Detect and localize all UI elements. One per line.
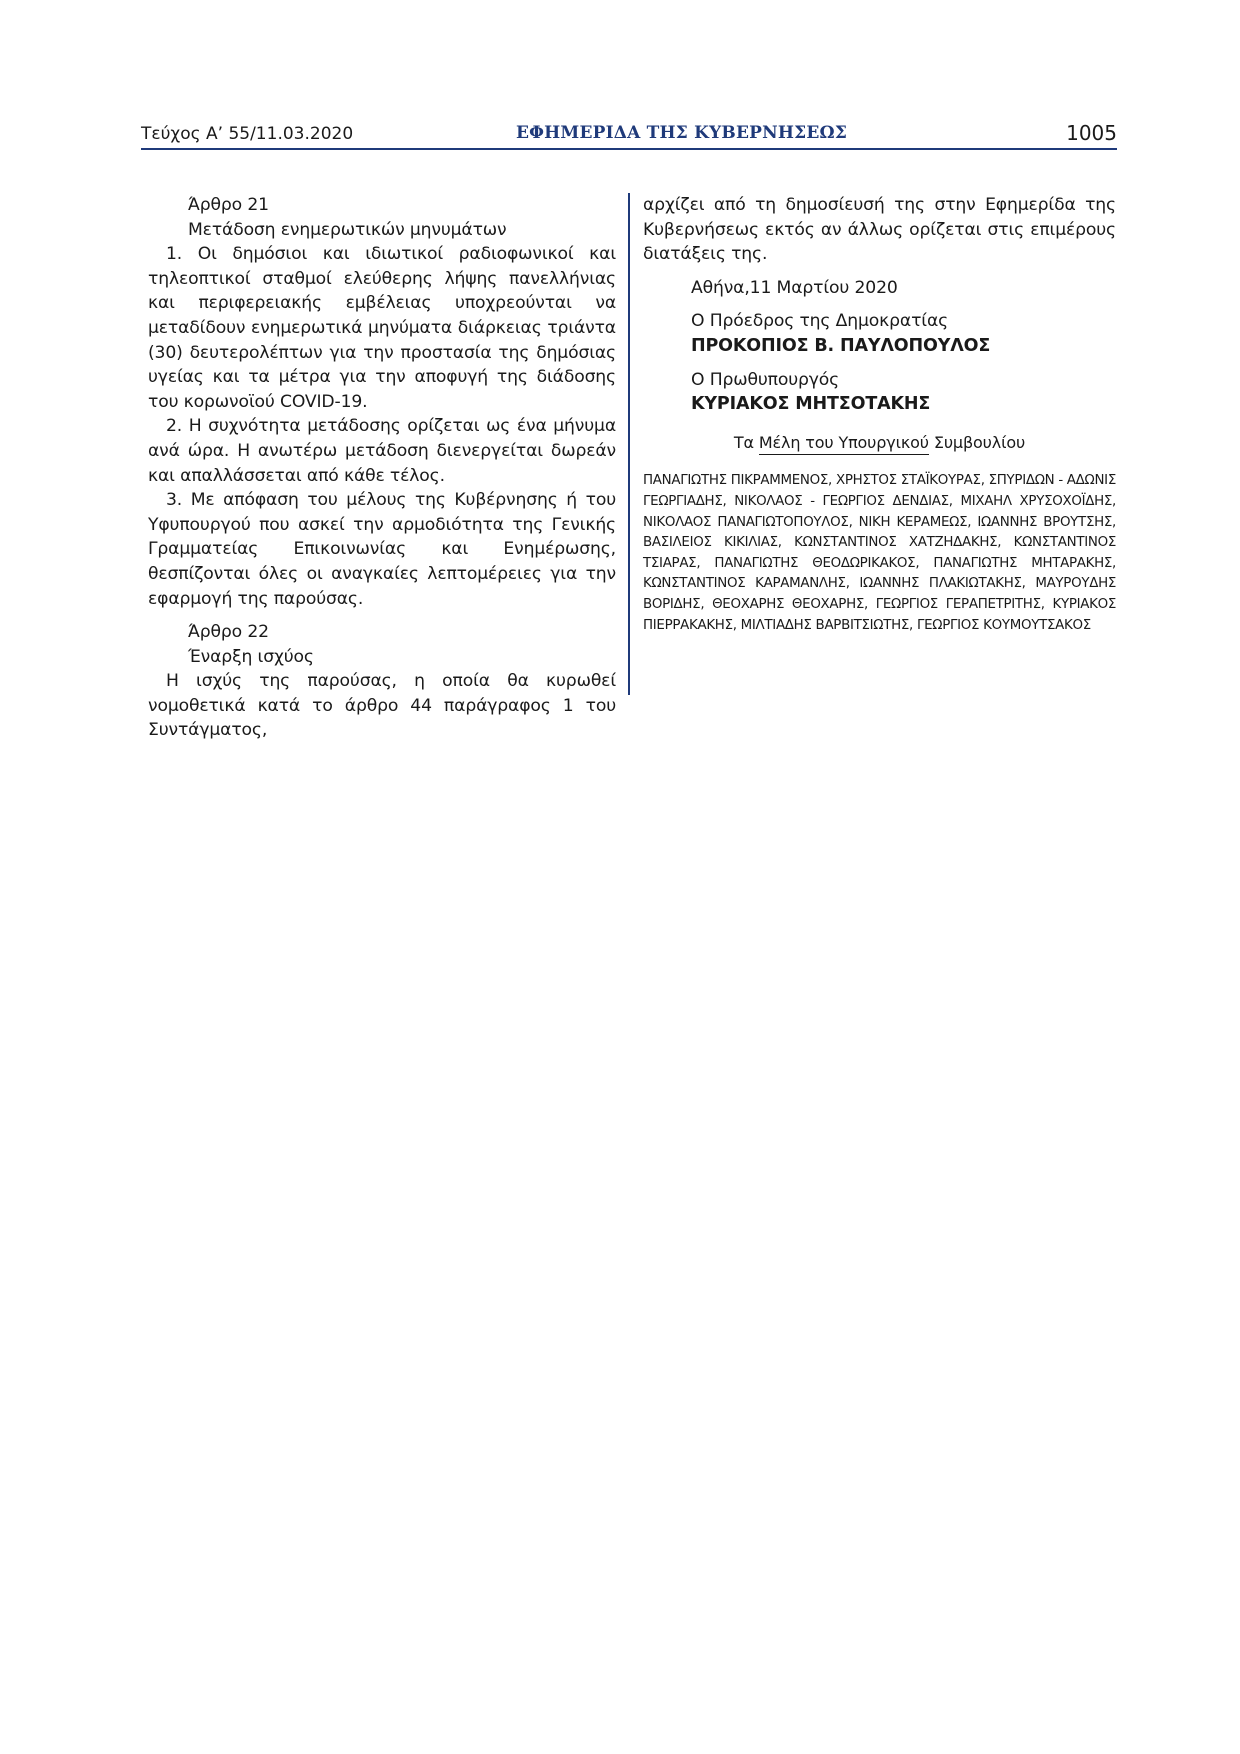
article-22-number: Άρθρο 22	[188, 622, 269, 643]
article-22-paragraph-continuation: αρχίζει από τη δημοσίευσή της στην Εφημερίδα της Κυβερνήσεως εκτός αν άλλως ορίζεται στις επιμέρους διατάξεις της.	[643, 195, 1116, 265]
page-number: 1005	[1066, 121, 1117, 145]
right-column	[643, 193, 1116, 636]
gazette-title: ΕΦΗΜΕΡΙΔΑ ΤΗΣ ΚΥΒΕΡΝΗΣΕΩΣ	[516, 123, 848, 143]
article-22-paragraph: Η ισχύς της παρούσας, η οποία θα κυρωθεί νομοθετικά κατά το άρθρο 44 παράγραφος 1 του Συντάγματος,	[148, 671, 616, 741]
cabinet-heading-prefix: Τα	[733, 432, 759, 452]
prime-minister-name: ΚΥΡΙΑΚΟΣ ΜΗΤΣΟΤΑΚΗΣ	[691, 394, 931, 415]
cabinet-members-list: ΠΑΝΑΓΙΩΤΗΣ ΠΙΚΡΑΜΜΕΝΟΣ, ΧΡΗΣΤΟΣ ΣΤΑΪΚΟΥΡΑΣ, ΣΠΥΡΙΔΩΝ - ΑΔΩΝΙΣ ΓΕΩΡΓΙΑΔΗΣ, ΝΙΚΟΛΑΟΣ - ΓΕΩΡΓΙΟΣ ΔΕΝΔΙΑΣ, ΜΙΧΑΗΛ ΧΡΥΣΟΧΟΪΔΗΣ, ΝΙΚΟΛΑΟΣ ΠΑΝΑΓΙΩΤΟΠΟΥΛΟΣ, ΝΙΚΗ ΚΕΡΑΜΕΩΣ, ΙΩΑΝΝΗΣ ΒΡΟΥΤΣΗΣ, ΒΑΣΙΛΕΙΟΣ ΚΙΚΙΛΙΑΣ, ΚΩΝΣΤΑΝΤΙΝΟΣ ΧΑΤΖΗΔΑΚΗΣ, ΚΩΝΣΤΑΝΤΙΝΟΣ ΤΣΙΑΡΑΣ, ΠΑΝΑΓΙΩΤΗΣ ΘΕΟΔΩΡΙΚΑΚΟΣ, ΠΑΝΑΓΙΩΤΗΣ ΜΗΤΑΡΑΚΗΣ, ΚΩΝΣΤΑΝΤΙΝΟΣ ΚΑΡΑΜΑΝΛΗΣ, ΙΩΑΝΝΗΣ ΠΛΑΚΙΩΤΑΚΗΣ, ΜΑΥΡΟΥΔΗΣ ΒΟΡΙΔΗΣ, ΘΕΟΧΑΡΗΣ ΘΕΟΧΑΡΗΣ, ΓΕΩΡΓΙΟΣ ΓΕΡΑΠΕΤΡΙΤΗΣ, ΚΥΡΙΑΚΟΣ ΠΙΕΡΡΑΚΑΚΗΣ, ΜΙΛΤΙΑΔΗΣ ΒΑΡΒΙΤΣΙΩΤΗΣ, ΓΕΩΡΓΙΟΣ ΚΟΥΜΟΥΤΣΑΚΟΣ	[643, 473, 1116, 633]
article-21-paragraph-3: 3. Με απόφαση του μέλους της Κυβέρνησης ή του Υφυπουργού που ασκεί την αρμοδιότητα της Γενικής Γραμματείας Επικοινωνίας και Ενημέρωσης, θεσπίζονται όλες οι αναγκαίες λεπτομέρειες για την εφαρμογή της παρούσας.	[148, 490, 616, 609]
prime-minister-role: Ο Πρωθυπουργός	[691, 369, 840, 390]
spacer	[148, 611, 616, 620]
cabinet-heading-underlined: Μέλη του Υπουργικού	[759, 433, 929, 455]
article-21-number: Άρθρο 21	[188, 195, 269, 215]
president-role: Ο Πρόεδρος της Δημοκρατίας	[691, 311, 949, 332]
spacer	[643, 455, 1116, 471]
cabinet-heading-suffix: Συμβουλίου	[928, 432, 1026, 452]
article-21-paragraph-1: 1. Οι δημόσιοι και ιδιωτικοί ραδιοφωνικοί και τηλεοπτικοί σταθμοί ελεύθερης λήψης πανελλήνιας και περιφερειακής εμβέλειας υποχρεούνται να μεταδίδουν ενημερωτικά μηνύματα διάρκειας τριάντα (30) δευτερολέπτων για την προστασία της δημόσιας υγείας και τα μέτρα για την αποφυγή της διάδοσης του κορωνοϊού COVID-19.	[148, 244, 616, 412]
issue-reference: Τεύχος Α’ 55/11.03.2020	[141, 124, 354, 144]
column-divider	[628, 193, 630, 695]
article-21-paragraph-2: 2. Η συχνότητα μετάδοσης ορίζεται ως ένα μήνυμα ανά ώρα. Η ανωτέρω μετάδοση διενεργείται δωρεάν και απαλλάσσεται από κάθε τέλος.	[148, 416, 616, 486]
spacer	[643, 267, 1116, 276]
header-divider	[141, 148, 1117, 150]
cabinet-members-heading	[643, 431, 1116, 456]
signing-date: Αθήνα,11 Μαρτίου 2020	[691, 277, 898, 298]
article-22-title: Έναρξη ισχύος	[188, 646, 314, 667]
spacer	[643, 417, 1116, 431]
page-header	[141, 118, 1117, 146]
left-column	[148, 193, 616, 743]
spacer	[643, 359, 1116, 368]
article-21-title: Μετάδοση ενημερωτικών μηνυμάτων	[188, 219, 507, 240]
spacer	[643, 300, 1116, 309]
president-name: ΠΡΟΚΟΠΙΟΣ Β. ΠΑΥΛΟΠΟΥΛΟΣ	[691, 335, 991, 356]
